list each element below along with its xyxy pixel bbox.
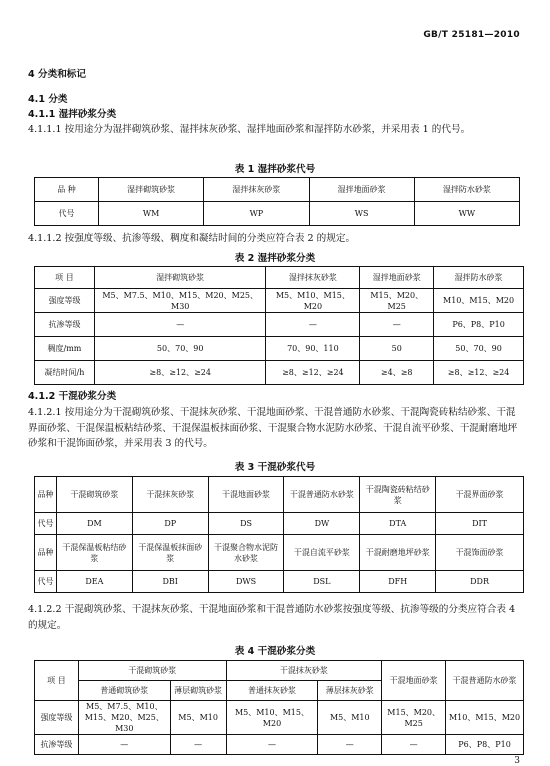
table-cell: 干混饰面砂浆 [436, 535, 524, 571]
table-cell: WP [204, 202, 309, 226]
table-cell: M5、M10、M15、M20 [266, 289, 360, 313]
table-row [35, 535, 524, 571]
table-cell: DDR [436, 571, 524, 593]
table-cell: 干混地面砂浆 [382, 661, 446, 701]
table-cell: 70、90、110 [266, 337, 360, 361]
table-3 [34, 476, 524, 593]
table-row [35, 289, 524, 313]
table-cell: M5、M7.5、M10、M15、M20、M25、M30 [94, 289, 266, 313]
table-row [35, 361, 524, 385]
section-4-heading: 4 分类和标记 [28, 69, 86, 80]
paragraph-4-1-2-2: 4.1.2.2 干混砌筑砂浆、干混抹灰砂浆、干混地面砂浆和干混普通防水砂浆按强度等级、抗渗等级的分类应符合表 4 的规定。 [28, 604, 516, 631]
table-4-caption: 表 4 干混砂浆分类 [234, 646, 316, 657]
table-cell: 干混保温板抹面砂浆 [132, 535, 208, 571]
table-cell: DM [56, 513, 132, 535]
table-cell: 强度等级 [35, 701, 79, 735]
table-cell: 湿拌地面砂浆 [360, 267, 434, 289]
paragraph-4-1-1-2: 4.1.1.2 按强度等级、抗渗等级、稠度和凝结时间的分类应符合表 2 的规定。 [28, 233, 356, 244]
table-cell: 干混地面砂浆 [208, 477, 284, 513]
table-row [35, 571, 524, 593]
table-row [35, 513, 524, 535]
table-cell: — [170, 735, 226, 755]
table-cell: — [318, 735, 382, 755]
table-cell: DIT [436, 513, 524, 535]
table-cell: DW [284, 513, 360, 535]
table-cell: 湿拌砌筑砂浆 [94, 267, 266, 289]
table-cell: 干混聚合物水泥防水砂浆 [208, 535, 284, 571]
table-cell: 干混砌筑砂浆 [56, 477, 132, 513]
table-row [35, 661, 524, 681]
table-cell: 干混抹灰砂浆 [132, 477, 208, 513]
table-cell: WW [414, 202, 519, 226]
table-cell: DP [132, 513, 208, 535]
table-1 [34, 177, 520, 226]
table-cell: 代号 [35, 571, 57, 593]
page-number: 3 [514, 756, 520, 766]
table-cell: 50 [360, 337, 434, 361]
table-1-header-row [35, 178, 520, 202]
table-3-caption: 表 3 干混砂浆代号 [234, 462, 316, 473]
section-4-1-2-heading: 4.1.2 干混砂浆分类 [28, 391, 117, 402]
table-cell: ≥8、≥12、≥24 [434, 361, 524, 385]
table-cell: 湿拌抹灰砂浆 [204, 178, 309, 202]
table-cell: 稠度/mm [35, 337, 95, 361]
table-1-code-row [35, 202, 520, 226]
table-cell: 代号 [35, 202, 99, 226]
table-2 [34, 266, 524, 385]
table-cell: P6、P8、P10 [434, 313, 524, 337]
paragraph-4-1-2-1: 4.1.2.1 按用途分为干混砌筑砂浆、干混抹灰砂浆、干混地面砂浆、干混普通防水砂浆、干混陶瓷砖粘结砂浆、干混界面砂浆、干混保温板粘结砂浆、干混保温板抹面砂浆、干混聚合物水泥防水砂浆、干混自流平砂浆、干混耐磨地坪砂浆和干混饰面砂浆，并采用表 3 的代号。 [28, 407, 518, 449]
table-cell: 项 目 [35, 267, 95, 289]
standard-code-header: GB/T 25181—2010 [423, 30, 520, 40]
table-2-header-row [35, 267, 524, 289]
table-cell: 品种 [35, 535, 57, 571]
table-cell: 普通抹灰砂浆 [226, 681, 318, 701]
table-1-caption: 表 1 湿拌砂浆代号 [234, 164, 316, 175]
table-cell: ≥8、≥12、≥24 [94, 361, 266, 385]
table-cell: 薄层抹灰砂浆 [318, 681, 382, 701]
table-cell: DWS [208, 571, 284, 593]
section-4-1-heading: 4.1 分类 [28, 94, 68, 105]
table-cell: 普通砌筑砂浆 [78, 681, 170, 701]
table-cell: P6、P8、P10 [446, 735, 524, 755]
paragraph-4-1-1-1: 4.1.1.1 按用途分为湿拌砌筑砂浆、湿拌抹灰砂浆、湿拌地面砂浆和湿拌防水砂浆，并采用表 1 的代号。 [28, 124, 471, 135]
table-cell: DSL [284, 571, 360, 593]
table-cell: 干混保温板粘结砂浆 [56, 535, 132, 571]
table-cell: 干混普通防水砂浆 [446, 661, 524, 701]
table-cell: ≥4、≥8 [360, 361, 434, 385]
table-row [35, 701, 524, 735]
table-2-caption: 表 2 湿拌砂浆分类 [234, 253, 316, 264]
table-cell: — [266, 313, 360, 337]
table-cell: 凝结时间/h [35, 361, 95, 385]
table-cell: 湿拌地面砂浆 [309, 178, 414, 202]
table-cell: 干混界面砂浆 [436, 477, 524, 513]
table-cell: 50、70、90 [94, 337, 266, 361]
table-cell: 干混自流平砂浆 [284, 535, 360, 571]
table-cell: ≥8、≥12、≥24 [266, 361, 360, 385]
table-cell: M5、M10 [318, 701, 382, 735]
table-cell: DBI [132, 571, 208, 593]
table-cell: M5、M7.5、M10、M15、M20、M25、M30 [78, 701, 170, 735]
table-cell: — [94, 313, 266, 337]
table-cell: 项 目 [35, 661, 79, 701]
table-cell: — [226, 735, 318, 755]
table-cell: M15、M20、M25 [360, 289, 434, 313]
table-cell: 代号 [35, 513, 57, 535]
table-4 [34, 660, 524, 755]
table-cell: — [382, 735, 446, 755]
table-cell: 抗渗等级 [35, 735, 79, 755]
table-cell: 薄层砌筑砂浆 [170, 681, 226, 701]
table-cell: 湿拌防水砂浆 [434, 267, 524, 289]
table-cell: DTA [360, 513, 436, 535]
table-row [35, 477, 524, 513]
table-cell: 强度等级 [35, 289, 95, 313]
table-cell: M5、M10 [170, 701, 226, 735]
table-cell: 干混砌筑砂浆 [78, 661, 226, 681]
table-cell: 抗渗等级 [35, 313, 95, 337]
table-cell: DFH [360, 571, 436, 593]
table-cell: DEA [56, 571, 132, 593]
table-cell: M5、M10、M15、M20 [226, 701, 318, 735]
table-cell: 品种 [35, 477, 57, 513]
table-cell: 50、70、90 [434, 337, 524, 361]
table-cell: DS [208, 513, 284, 535]
table-cell: M10、M15、M20 [446, 701, 524, 735]
table-cell: 干混普通防水砂浆 [284, 477, 360, 513]
table-cell: — [360, 313, 434, 337]
table-row [35, 735, 524, 755]
table-cell: M10、M15、M20 [434, 289, 524, 313]
table-cell: 湿拌砌筑砂浆 [99, 178, 204, 202]
table-cell: WS [309, 202, 414, 226]
table-row [35, 313, 524, 337]
table-cell: — [78, 735, 170, 755]
table-cell: 品 种 [35, 178, 99, 202]
table-cell: 干混抹灰砂浆 [226, 661, 382, 681]
table-row [35, 337, 524, 361]
table-cell: 湿拌防水砂浆 [414, 178, 519, 202]
section-4-1-1-heading: 4.1.1 湿拌砂浆分类 [28, 109, 117, 120]
table-cell: 干混陶瓷砖粘结砂浆 [360, 477, 436, 513]
table-cell: M15、M20、M25 [382, 701, 446, 735]
table-cell: WM [99, 202, 204, 226]
table-cell: 湿拌抹灰砂浆 [266, 267, 360, 289]
table-cell: 干混耐磨地坪砂浆 [360, 535, 436, 571]
